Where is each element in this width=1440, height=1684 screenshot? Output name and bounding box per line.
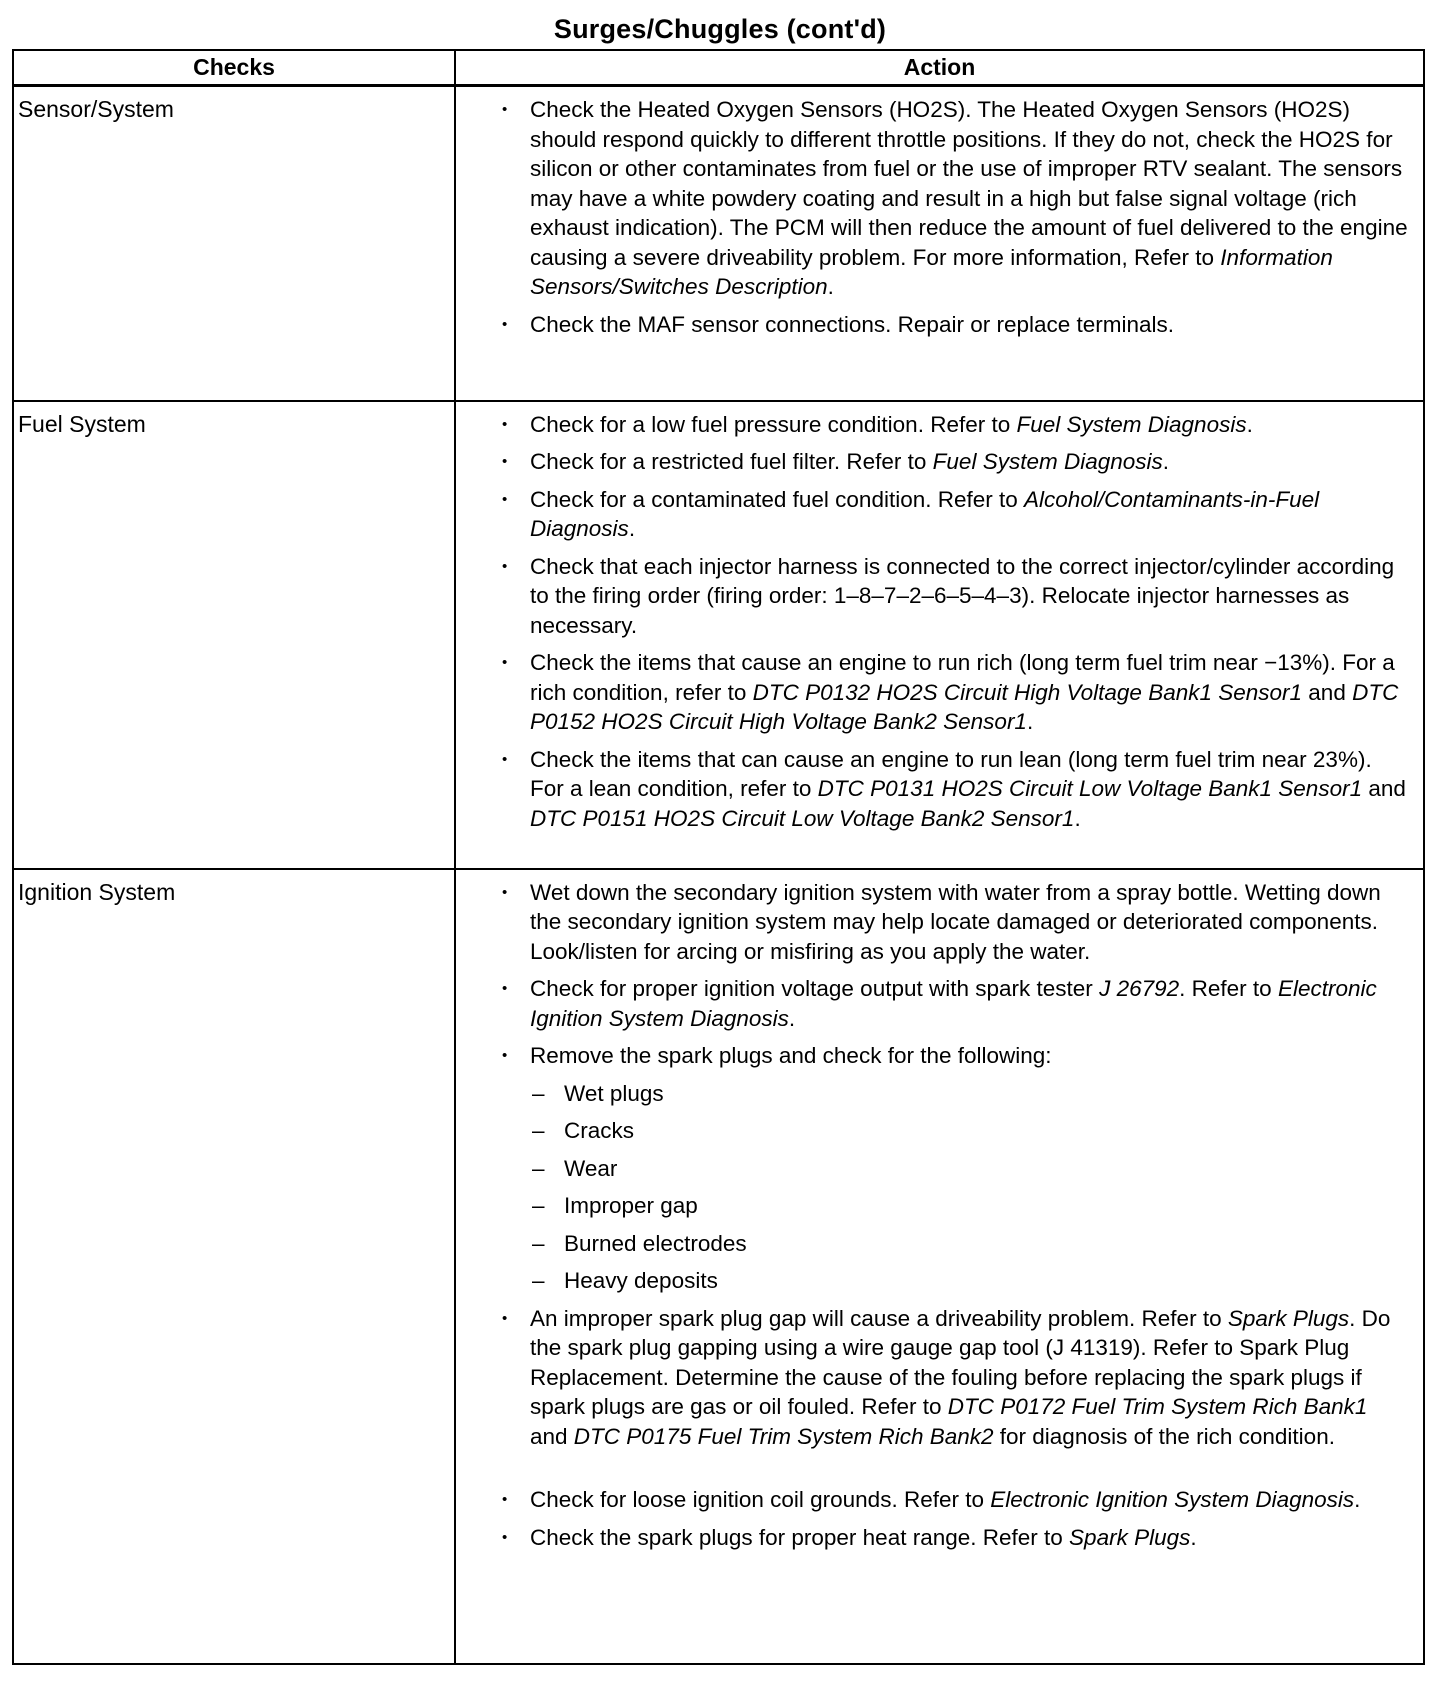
sub-list xyxy=(530,1079,1411,1296)
action-header: Action xyxy=(455,50,1424,86)
action-item: • Check that each injector harness is connected to the correct injector/cylinder according to the firing order (firing order: 1–8–7–2–6–5–4–3). Relocate injector harnesses as necessary. xyxy=(498,552,1411,641)
action-list xyxy=(498,95,1411,339)
table-row xyxy=(13,86,1424,401)
action-item: • Check the items that can cause an engine to run lean (long term fuel trim near 23%). For a lean condition, refer to DTC P0131 HO2S Circuit Low Voltage Bank1 Sensor1 and DTC P0151 HO2S Circuit Low Voltage Bank2 Sensor1. xyxy=(498,745,1411,834)
action-list xyxy=(498,410,1411,834)
page-title: Surges/Chuggles (cont'd) xyxy=(553,14,887,44)
action-item: • Check for a low fuel pressure condition. Refer to Fuel System Diagnosis. xyxy=(498,410,1411,440)
action-item: • Check for a contaminated fuel condition. Refer to Alcohol/Contaminants-in-Fuel Diagnosis. xyxy=(498,485,1411,544)
action-cell xyxy=(455,869,1424,1665)
sub-item: – Cracks xyxy=(530,1116,1411,1146)
action-item: • An improper spark plug gap will cause a driveability problem. Refer to Spark Plugs. Do the spark plug gapping using a wire gauge gap tool (J 41319). Refer to Spark Plug Replacement. Determine the cause of the fouling before replacing the spark plugs if spark plugs are gas or oil fouled. Refer to DTC P0172 Fuel Trim System Rich Bank1 and DTC P0175 Fuel Trim System Rich Bank2 for diagnosis of the rich condition. xyxy=(498,1304,1411,1452)
sub-item: – Burned electrodes xyxy=(530,1229,1411,1259)
action-item: • Check the spark plugs for proper heat range. Refer to Spark Plugs. xyxy=(498,1523,1411,1553)
table-row xyxy=(13,401,1424,869)
sub-item: – Wear xyxy=(530,1154,1411,1184)
action-item: • Check for loose ignition coil grounds. Refer to Electronic Ignition System Diagnosis. xyxy=(498,1485,1411,1515)
action-cell xyxy=(455,86,1424,401)
action-list xyxy=(498,878,1411,1553)
action-item: • Remove the spark plugs and check for the following: – Wet plugs – Cracks – Wear – Improper gap – Burned electrodes – Heavy deposits xyxy=(498,1041,1411,1296)
action-item: • Check the Heated Oxygen Sensors (HO2S). The Heated Oxygen Sensors (HO2S) should respond quickly to different throttle positions. If they do not, check the HO2S for silicon or other contaminates from fuel or the use of improper RTV sealant. The sensors may have a white powdery coating and result in a high but false signal voltage (rich exhaust indication). The PCM will then reduce the amount of fuel delivered to the engine causing a severe driveability problem. For more information, Refer to Information Sensors/Switches Description. xyxy=(498,95,1411,302)
sub-item: – Wet plugs xyxy=(530,1079,1411,1109)
action-item: • Check the MAF sensor connections. Repair or replace terminals. xyxy=(498,310,1411,340)
check-cell: Fuel System xyxy=(13,401,455,869)
check-cell: Ignition System xyxy=(13,869,455,1665)
action-item: • Check for a restricted fuel filter. Refer to Fuel System Diagnosis. xyxy=(498,447,1411,477)
diagnosis-table xyxy=(12,49,1425,1665)
action-item: • Wet down the secondary ignition system with water from a spray bottle. Wetting down the secondary ignition system may help locate damaged or deteriorated components. Look/listen for arcing or misfiring as you apply the water. xyxy=(498,878,1411,967)
sub-item: – Heavy deposits xyxy=(530,1266,1411,1296)
table-header-row xyxy=(13,50,1424,86)
checks-header: Checks xyxy=(13,50,455,86)
check-cell: Sensor/System xyxy=(13,86,455,401)
action-cell xyxy=(455,401,1424,869)
action-item: • Check for proper ignition voltage output with spark tester J 26792. Refer to Electronic Ignition System Diagnosis. xyxy=(498,974,1411,1033)
sub-item: – Improper gap xyxy=(530,1191,1411,1221)
table-row xyxy=(13,869,1424,1665)
action-item: • Check the items that cause an engine to run rich (long term fuel trim near −13%). For a rich condition, refer to DTC P0132 HO2S Circuit High Voltage Bank1 Sensor1 and DTC P0152 HO2S Circuit High Voltage Bank2 Sensor1. xyxy=(498,648,1411,737)
